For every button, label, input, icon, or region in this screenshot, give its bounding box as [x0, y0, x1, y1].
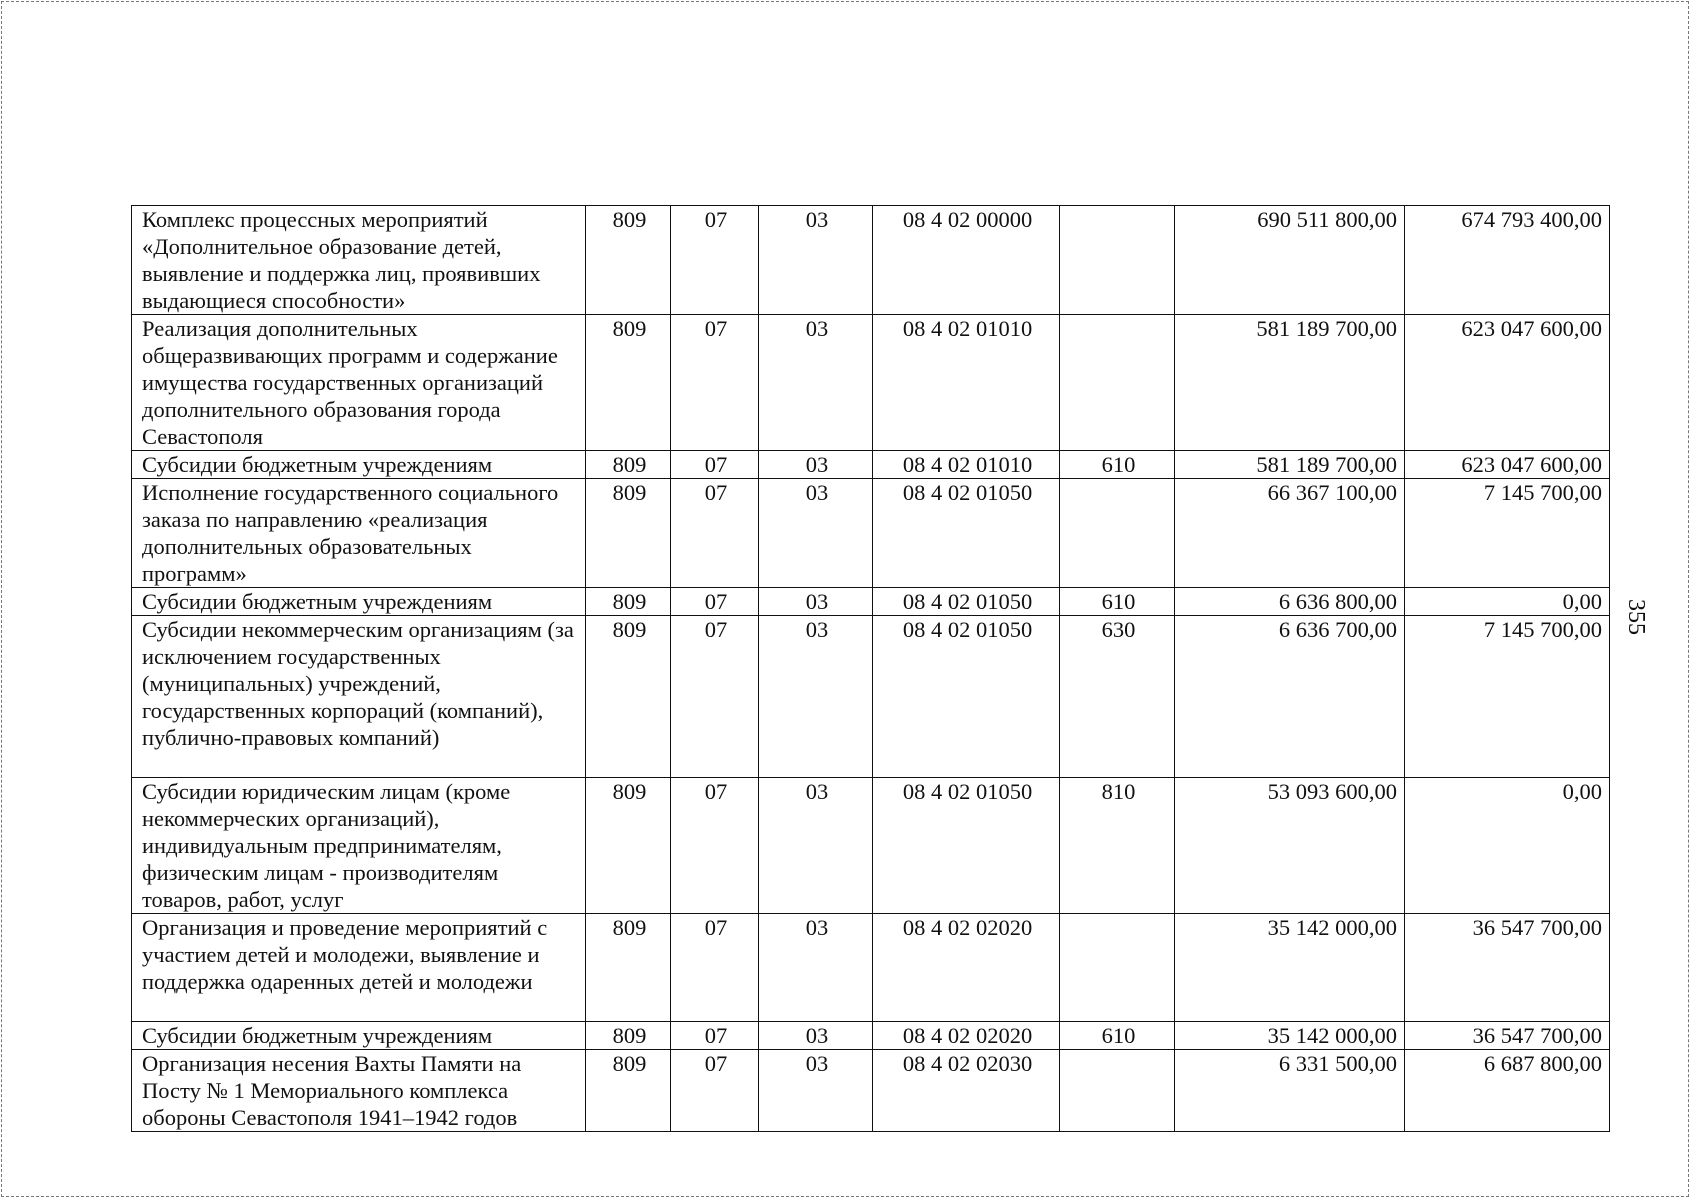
table-row [132, 1050, 1610, 1132]
cell-rz: 07 [671, 914, 759, 1022]
cell-rz: 07 [671, 1022, 759, 1050]
cell-ved: 809 [586, 451, 671, 479]
cell-vr [1060, 914, 1175, 1022]
cell-ved: 809 [586, 778, 671, 914]
table-row [132, 588, 1610, 616]
cell-sum-1: 6 331 500,00 [1175, 1050, 1405, 1132]
row-name: Организация несения Вахты Памяти на Посту № 1 Мемориального комплекса обороны Севастополя 1941–1942 годов [132, 1050, 586, 1132]
cell-sum-2: 7 145 700,00 [1405, 616, 1610, 778]
cell-sum-1: 66 367 100,00 [1175, 479, 1405, 588]
cell-vr [1060, 1050, 1175, 1132]
cell-csr: 08 4 02 02020 [873, 914, 1060, 1022]
cell-ved: 809 [586, 206, 671, 315]
cell-sum-2: 36 547 700,00 [1405, 914, 1610, 1022]
budget-table [131, 205, 1610, 1132]
cell-pr: 03 [759, 479, 873, 588]
cell-csr: 08 4 02 01050 [873, 616, 1060, 778]
cell-csr: 08 4 02 01050 [873, 778, 1060, 914]
cell-pr: 03 [759, 206, 873, 315]
cell-sum-2: 623 047 600,00 [1405, 315, 1610, 451]
cell-vr [1060, 206, 1175, 315]
row-name: Комплекс процессных мероприятий «Дополнительное образование детей, выявление и поддержка лиц, проявивших выдающиеся способности» [132, 206, 586, 315]
cell-vr: 610 [1060, 1022, 1175, 1050]
cell-ved: 809 [586, 479, 671, 588]
cell-pr: 03 [759, 315, 873, 451]
cell-pr: 03 [759, 451, 873, 479]
cell-ved: 809 [586, 1050, 671, 1132]
cell-csr: 08 4 02 01010 [873, 315, 1060, 451]
cell-rz: 07 [671, 479, 759, 588]
cell-ved: 809 [586, 616, 671, 778]
row-name: Субсидии бюджетным учреждениям [132, 588, 586, 616]
table-row [132, 451, 1610, 479]
cell-csr: 08 4 02 00000 [873, 206, 1060, 315]
row-name: Субсидии бюджетным учреждениям [132, 1022, 586, 1050]
cell-vr: 810 [1060, 778, 1175, 914]
cell-sum-2: 36 547 700,00 [1405, 1022, 1610, 1050]
cell-sum-1: 6 636 800,00 [1175, 588, 1405, 616]
cell-vr: 610 [1060, 588, 1175, 616]
table-row [132, 1022, 1610, 1050]
table-row [132, 914, 1610, 1022]
cell-rz: 07 [671, 1050, 759, 1132]
cell-vr [1060, 479, 1175, 588]
table-row [132, 206, 1610, 315]
row-name: Субсидии бюджетным учреждениям [132, 451, 586, 479]
page-number: 355 [1623, 599, 1649, 635]
cell-pr: 03 [759, 778, 873, 914]
cell-sum-1: 35 142 000,00 [1175, 1022, 1405, 1050]
cell-rz: 07 [671, 616, 759, 778]
cell-sum-1: 690 511 800,00 [1175, 206, 1405, 315]
cell-csr: 08 4 02 02020 [873, 1022, 1060, 1050]
cell-vr [1060, 315, 1175, 451]
table-row [132, 315, 1610, 451]
cell-ved: 809 [586, 315, 671, 451]
cell-vr: 630 [1060, 616, 1175, 778]
cell-sum-2: 0,00 [1405, 588, 1610, 616]
cell-csr: 08 4 02 01050 [873, 588, 1060, 616]
cell-sum-2: 6 687 800,00 [1405, 1050, 1610, 1132]
cell-sum-1: 6 636 700,00 [1175, 616, 1405, 778]
cell-vr: 610 [1060, 451, 1175, 479]
cell-rz: 07 [671, 206, 759, 315]
cell-rz: 07 [671, 451, 759, 479]
row-name: Организация и проведение мероприятий с участием детей и молодежи, выявление и поддержка одаренных детей и молодежи [132, 914, 586, 1022]
cell-pr: 03 [759, 616, 873, 778]
cell-sum-2: 674 793 400,00 [1405, 206, 1610, 315]
cell-csr: 08 4 02 01010 [873, 451, 1060, 479]
cell-ved: 809 [586, 588, 671, 616]
cell-rz: 07 [671, 315, 759, 451]
cell-csr: 08 4 02 01050 [873, 479, 1060, 588]
cell-ved: 809 [586, 914, 671, 1022]
cell-pr: 03 [759, 588, 873, 616]
cell-sum-1: 581 189 700,00 [1175, 315, 1405, 451]
table-row [132, 778, 1610, 914]
row-name: Исполнение государственного социального заказа по направлению «реализация дополнительных образовательных программ» [132, 479, 586, 588]
cell-csr: 08 4 02 02030 [873, 1050, 1060, 1132]
table-row [132, 479, 1610, 588]
cell-rz: 07 [671, 778, 759, 914]
row-name: Реализация дополнительных общеразвивающих программ и содержание имущества государственных организаций дополнительного образования города Севастополя [132, 315, 586, 451]
cell-sum-1: 35 142 000,00 [1175, 914, 1405, 1022]
cell-sum-2: 623 047 600,00 [1405, 451, 1610, 479]
table-row [132, 616, 1610, 778]
cell-sum-1: 581 189 700,00 [1175, 451, 1405, 479]
row-name: Субсидии некоммерческим организациям (за исключением государственных (муниципальных) учреждений, государственных корпораций (компаний), публично-правовых компаний) [132, 616, 586, 778]
cell-pr: 03 [759, 1050, 873, 1132]
cell-sum-2: 7 145 700,00 [1405, 479, 1610, 588]
cell-sum-2: 0,00 [1405, 778, 1610, 914]
cell-ved: 809 [586, 1022, 671, 1050]
cell-sum-1: 53 093 600,00 [1175, 778, 1405, 914]
row-name: Субсидии юридическим лицам (кроме некоммерческих организаций), индивидуальным предпринимателям, физическим лицам - производителям товаров, работ, услуг [132, 778, 586, 914]
cell-pr: 03 [759, 1022, 873, 1050]
cell-pr: 03 [759, 914, 873, 1022]
cell-rz: 07 [671, 588, 759, 616]
